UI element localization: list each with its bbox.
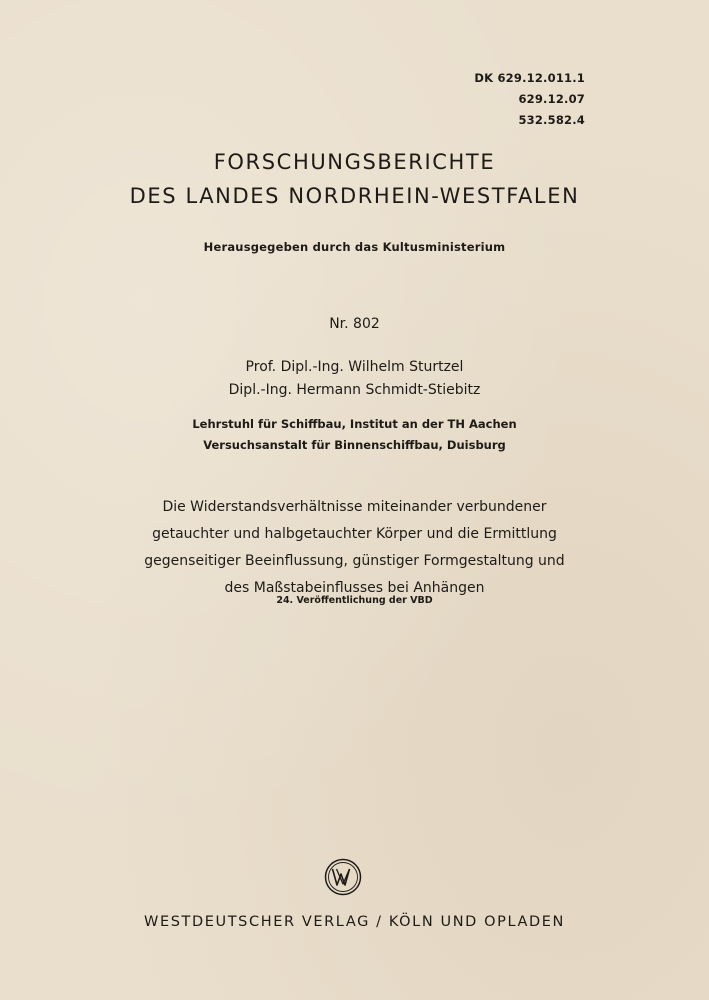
series-title-line-2: DES LANDES NORDRHEIN-WESTFALEN — [129, 184, 580, 208]
dk-line: 532.582.4 — [518, 113, 585, 127]
work-title-line: Die Widerstandsverhältnisse miteinander verbundener — [162, 499, 547, 515]
dk-line: 629.12.07 — [518, 92, 585, 106]
publication-note: 24. Veröffentlichung der VBD — [276, 595, 433, 606]
author-name: Prof. Dipl.-Ing. Wilhelm Sturtzel — [245, 359, 464, 375]
authors — [0, 356, 709, 402]
imprint: WESTDEUTSCHER VERLAG / KÖLN UND OPLADEN — [144, 914, 565, 930]
institutions — [0, 414, 709, 456]
report-number: Nr. 802 — [329, 316, 380, 332]
institution-line: Versuchsanstalt für Binnenschiffbau, Duisburg — [203, 438, 506, 452]
author-name: Dipl.-Ing. Hermann Schmidt-Stiebitz — [228, 382, 481, 398]
series-title — [0, 145, 709, 213]
dk-classification — [474, 68, 585, 131]
institution-line: Lehrstuhl für Schiffbau, Institut an der TH Aachen — [192, 417, 517, 431]
work-title-line: des Maßstabeinflusses bei Anhängen — [224, 580, 485, 596]
work-title-line: getauchter und halbgetauchter Körper und die Ermittlung — [152, 526, 557, 542]
work-title — [0, 494, 709, 602]
wv-circle-logo-icon — [324, 858, 362, 896]
publisher-note: Herausgegeben durch das Kultusministerium — [203, 240, 506, 254]
dk-line: DK 629.12.011.1 — [474, 71, 585, 85]
series-title-line-1: FORSCHUNGSBERICHTE — [213, 150, 496, 174]
work-title-line: gegenseitiger Beeinflussung, günstiger Formgestaltung und — [144, 553, 565, 569]
